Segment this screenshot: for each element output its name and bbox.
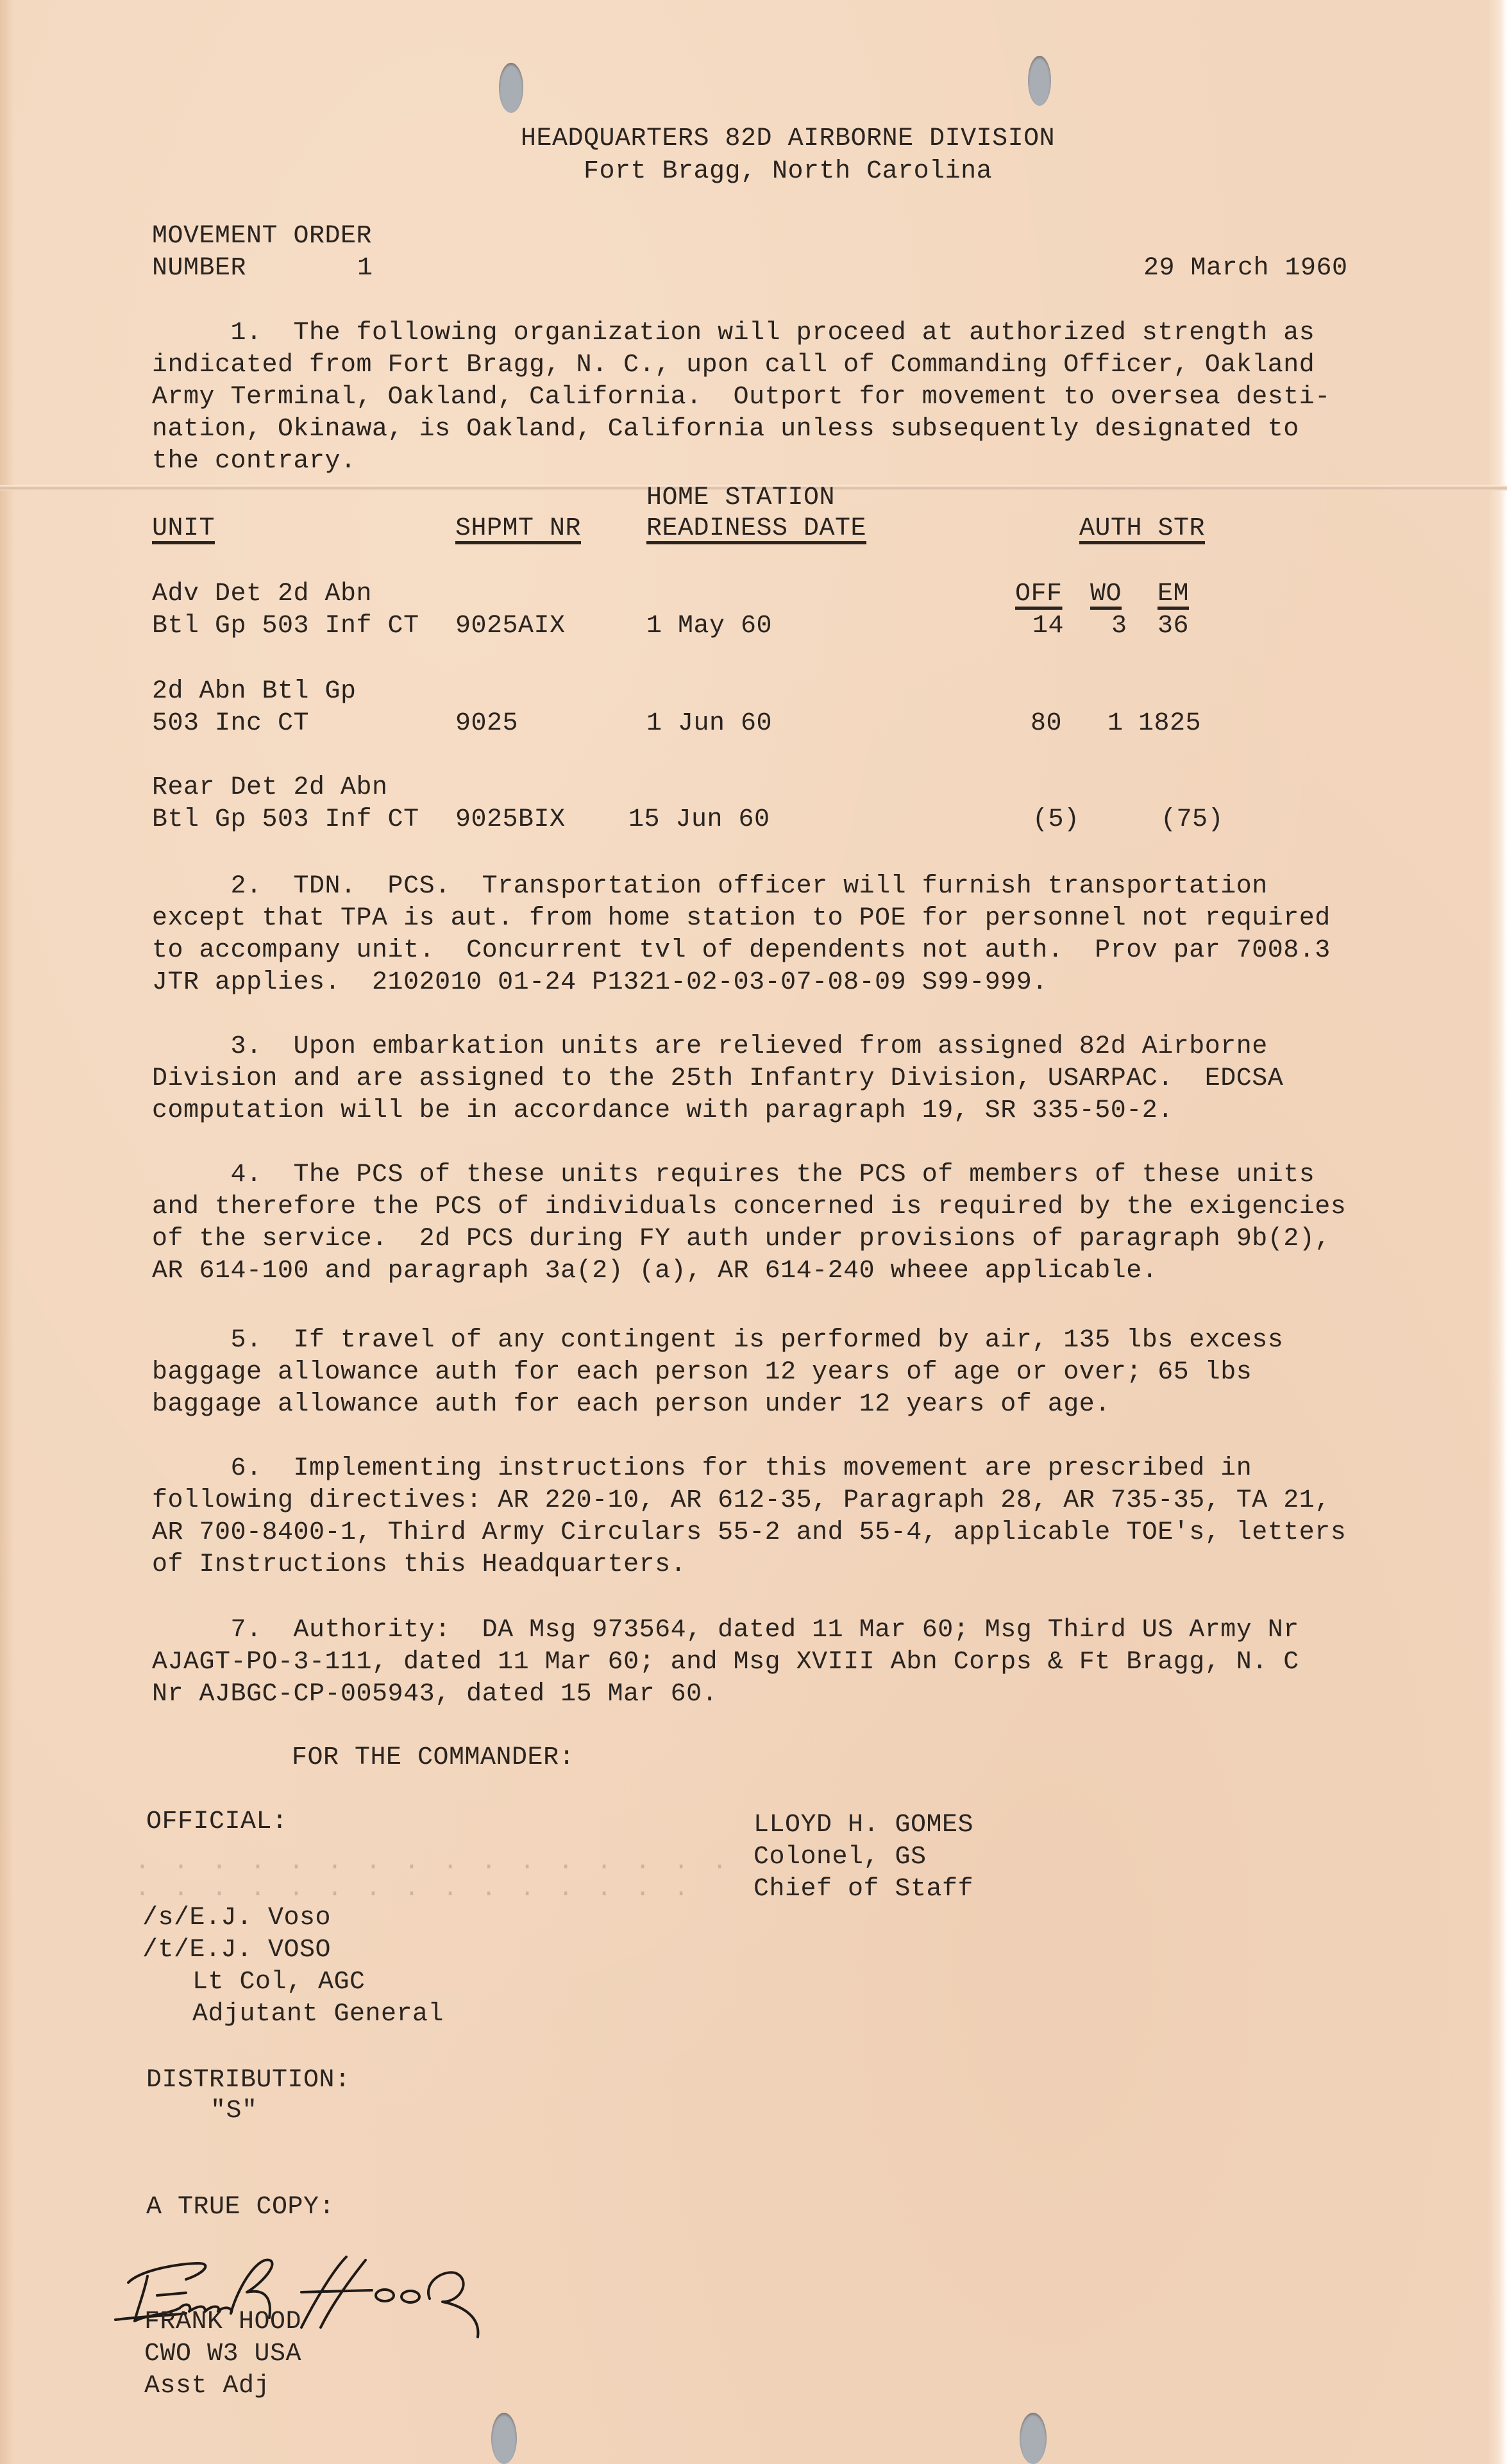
paragraph-line: Nr AJBGC-CP-005943, dated 15 Mar 60.	[152, 1680, 718, 1709]
paragraph-line: nation, Okinawa, is Oakland, California unless subsequently designated to	[152, 415, 1299, 444]
paragraph-line: AR 614-100 and paragraph 3a(2) (a), AR 614-240 wheee applicable.	[152, 1257, 1158, 1286]
ag-title: Adjutant General	[192, 2000, 444, 2029]
signature-stroke	[128, 2263, 205, 2283]
paragraph-line: of the service. 2d PCS during FY auth under provisions of paragraph 9b(2),	[152, 1225, 1331, 1253]
true-copy-label: A TRUE COPY:	[146, 2193, 335, 2222]
distribution-label: DISTRIBUTION:	[146, 2066, 351, 2095]
paragraph-line: 2. TDN. PCS. Transportation officer will furnish transportation	[152, 872, 1268, 901]
shipment-number: 9025AIX	[455, 612, 566, 641]
paragraph-line: 1. The following organization will proceed at authorized strength as	[152, 319, 1315, 348]
auth-wo: 1	[1107, 709, 1124, 738]
shipment-number: 9025BIX	[455, 805, 566, 834]
unit-name-line2: Btl Gp 503 Inf CT	[152, 612, 419, 641]
header-location: Fort Bragg, North Carolina	[584, 157, 993, 186]
auth-em: 1825	[1138, 709, 1202, 738]
unit-name-line1: 2d Abn Btl Gp	[152, 677, 357, 706]
order-number-label: NUMBER	[152, 254, 247, 283]
paragraph-line: except that TPA is aut. from home station to POE for personnel not required	[152, 904, 1331, 933]
bleed-through-text: · · · · · · · · · · · · · · ·	[135, 1880, 693, 1909]
signature-stroke	[157, 2293, 186, 2295]
paragraph-line: computation will be in accordance with paragraph 19, SR 335-50-2.	[152, 1096, 1174, 1125]
ag-rank: Lt Col, AGC	[192, 1968, 366, 1997]
order-type: MOVEMENT ORDER	[152, 222, 373, 251]
unit-name-line2: 503 Inc CT	[152, 709, 310, 738]
paragraph-line: AJAGT-PO-3-111, dated 11 Mar 60; and Msg XVIII Abn Corps & Ft Bragg, N. C	[152, 1648, 1299, 1677]
readiness-date: 15 Jun 60	[628, 805, 770, 834]
paragraph-line: 6. Implementing instructions for this movement are prescribed in	[152, 1454, 1252, 1483]
header-org: HEADQUARTERS 82D AIRBORNE DIVISION	[521, 124, 1056, 153]
col-header-readiness-date: READINESS DATE	[646, 514, 867, 543]
paragraph-line: following directives: AR 220-10, AR 612-35, Paragraph 28, AR 735-35, TA 21,	[152, 1486, 1331, 1515]
auth-off: (5)	[1032, 805, 1080, 834]
chief-of-staff-rank: Colonel, GS	[754, 1843, 927, 1872]
bleed-through-text: · · · · · · · · · · · · · · · ·	[135, 1853, 732, 1882]
paragraph-line: JTR applies. 2102010 01-24 P1321-02-03-07-08-09 S99-999.	[152, 968, 1048, 997]
ag-typed: /t/E.J. VOSO	[142, 1936, 332, 1965]
auth-em: 36	[1158, 612, 1190, 641]
auth-off: 14	[1032, 612, 1065, 641]
readiness-date: 1 Jun 60	[646, 709, 773, 738]
ag-signed: /s/E.J. Voso	[142, 1904, 332, 1932]
sub-header-off: OFF	[1015, 580, 1063, 608]
col-header-home-station: HOME STATION	[646, 483, 836, 512]
signature-stroke	[376, 2290, 394, 2301]
order-date: 29 March 1960	[1143, 254, 1348, 283]
col-header-auth-str: AUTH STR	[1079, 514, 1206, 543]
auth-wo: 3	[1111, 612, 1127, 641]
order-number: 1	[357, 254, 373, 283]
paragraph-line: 7. Authority: DA Msg 973564, dated 11 Mar 60; Msg Third US Army Nr	[152, 1616, 1299, 1645]
paragraph-line: Army Terminal, Oakland, California. Outport for movement to oversea desti-	[152, 383, 1331, 412]
chief-of-staff-title: Chief of Staff	[754, 1875, 974, 1904]
certifier-name: FRANK HOOD	[144, 2308, 302, 2336]
sub-header-wo: WO	[1090, 580, 1122, 608]
page-edge-right	[1488, 0, 1507, 2464]
for-the-commander: FOR THE COMMANDER:	[292, 1743, 575, 1772]
certifier-rank: CWO W3 USA	[144, 2340, 302, 2368]
chief-of-staff-name: LLOYD H. GOMES	[754, 1811, 974, 1840]
punch-hole-top-right	[1028, 56, 1051, 106]
paragraph-line: and therefore the PCS of individuals concerned is required by the exigencies	[152, 1193, 1347, 1221]
col-header-shpmt-nr: SHPMT NR	[455, 514, 582, 543]
punch-hole-top-left	[499, 63, 523, 113]
paragraph-line: of Instructions this Headquarters.	[152, 1550, 687, 1579]
certifier-title: Asst Adj	[144, 2372, 271, 2401]
paragraph-line: 5. If travel of any contingent is performed by air, 135 lbs excess	[152, 1326, 1284, 1355]
paragraph-line: baggage allowance auth for each person under 12 years of age.	[152, 1390, 1111, 1419]
unit-name-line2: Btl Gp 503 Inf CT	[152, 805, 419, 834]
signature-stroke	[301, 2290, 372, 2292]
unit-name-line1: Adv Det 2d Abn	[152, 580, 373, 608]
paragraph-line: Division and are assigned to the 25th Infantry Division, USARPAC. EDCSA	[152, 1064, 1284, 1093]
col-header-unit: UNIT	[152, 514, 215, 543]
distribution-value: "S"	[210, 2097, 258, 2125]
paragraph-line: 3. Upon embarkation units are relieved from assigned 82d Airborne	[152, 1032, 1268, 1061]
auth-em: (75)	[1161, 805, 1224, 834]
official-label: OFFICIAL:	[146, 1807, 288, 1836]
punch-hole-bottom-right	[1020, 2413, 1047, 2464]
paragraph-line: the contrary.	[152, 447, 357, 476]
signature-stroke	[428, 2272, 478, 2337]
paragraph-line: 4. The PCS of these units requires the PCS of members of these units	[152, 1161, 1315, 1189]
readiness-date: 1 May 60	[646, 612, 773, 641]
unit-name-line1: Rear Det 2d Abn	[152, 773, 388, 802]
punch-hole-bottom-left	[491, 2413, 517, 2464]
sub-header-em: EM	[1158, 580, 1190, 608]
shipment-number: 9025	[455, 709, 519, 738]
signature-stroke	[401, 2291, 419, 2302]
signature-stroke	[321, 2260, 366, 2327]
paragraph-line: indicated from Fort Bragg, N. C., upon call of Commanding Officer, Oakland	[152, 351, 1315, 380]
page-edge-left	[0, 0, 14, 2464]
paragraph-line: to accompany unit. Concurrent tvl of dependents not auth. Prov par 7008.3	[152, 936, 1331, 965]
paragraph-line: baggage allowance auth for each person 12 years of age or over; 65 lbs	[152, 1358, 1252, 1387]
auth-off: 80	[1031, 709, 1063, 738]
paragraph-line: AR 700-8400-1, Third Army Circulars 55-2 and 55-4, applicable TOE's, letters	[152, 1518, 1347, 1547]
